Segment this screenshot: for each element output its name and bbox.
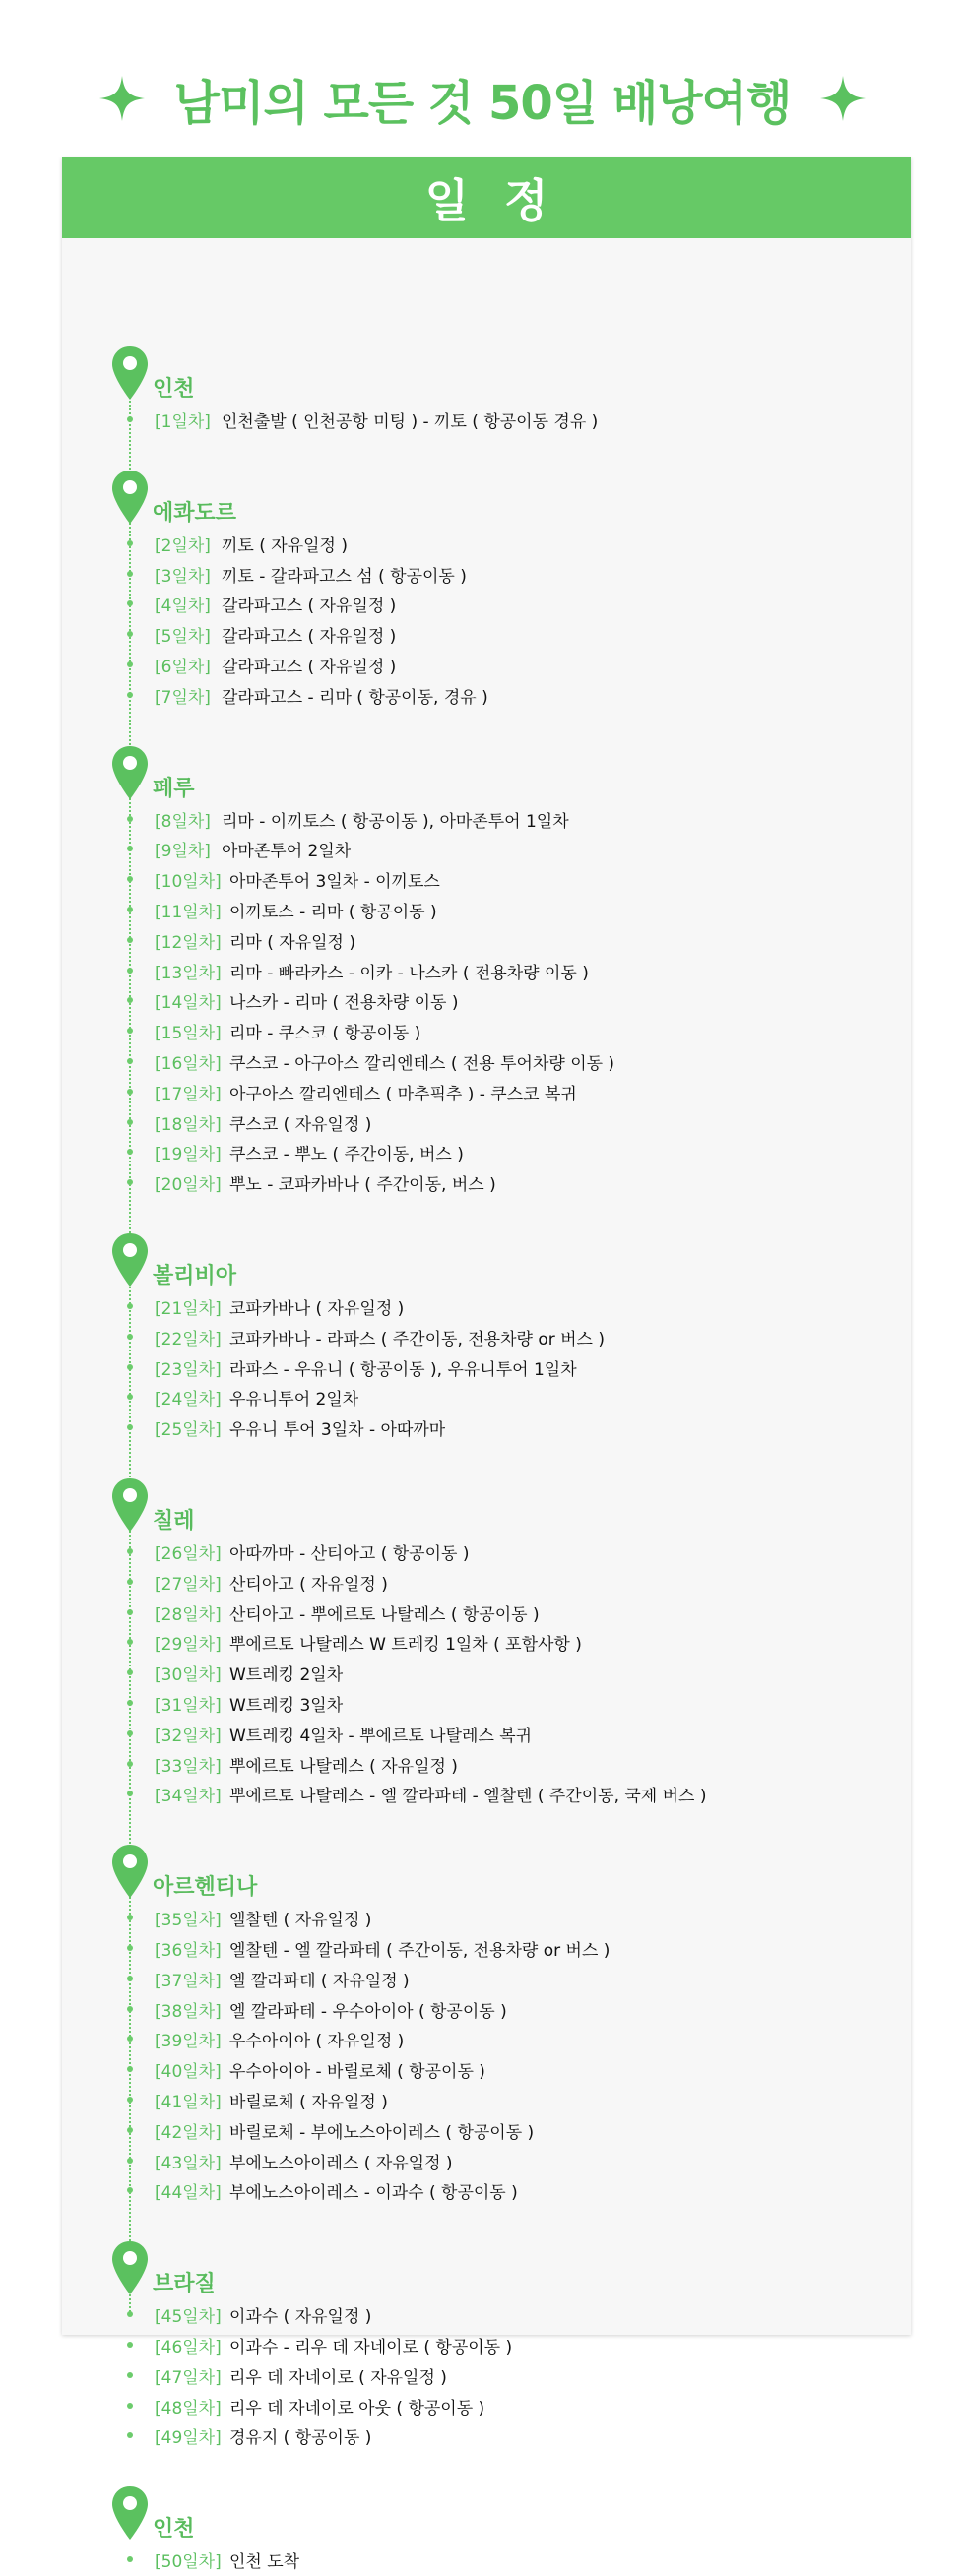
day-description: 뿌에르토 나탈레스 W 트레킹 1일차 ( 포함사항 ): [229, 1635, 582, 1656]
day-label: [43일차]: [155, 2153, 222, 2173]
day-label: [27일차]: [155, 1574, 222, 1595]
timeline-dot: [127, 1579, 133, 1585]
country-name: 볼리비아: [153, 1264, 237, 1288]
day-description: 엘 깔라파테 - 우수아이아 ( 항공이동 ): [229, 2001, 507, 2022]
sparkle-icon: [818, 74, 868, 123]
schedule-item: [62, 560, 911, 590]
timeline-dot: [127, 1791, 133, 1796]
day-description: 산티아고 - 뿌에르토 나탈레스 ( 항공이동 ): [229, 1604, 540, 1625]
map-pin-icon: [110, 469, 150, 526]
day-label: [13일차]: [155, 963, 222, 983]
day-description: 리마 - 빠라카스 - 이카 - 나스카 ( 전용차량 이동 ): [229, 963, 589, 983]
day-description: 바릴로체 ( 자유일정 ): [229, 2092, 388, 2112]
day-label: [1일차]: [155, 412, 211, 432]
day-label: [4일차]: [155, 597, 211, 617]
schedule-item: [62, 1383, 911, 1413]
day-description: 코파카바나 ( 자유일정 ): [229, 1299, 405, 1319]
day-description: 라파스 - 우유니 ( 항공이동 ), 우유니투어 1일차: [229, 1359, 577, 1380]
schedule-item: [62, 2392, 911, 2421]
country-name: 인천: [153, 2517, 195, 2543]
timeline-dot: [127, 1303, 133, 1309]
schedule-item: [62, 1414, 911, 1443]
day-description: 엘찰텐 ( 자유일정 ): [229, 1911, 372, 1931]
timeline-dot: [127, 1028, 133, 1034]
schedule-item: [62, 2176, 911, 2206]
day-label: [11일차]: [155, 902, 222, 922]
day-description: 부에노스아이레스 - 이과수 ( 항공이동 ): [229, 2183, 518, 2204]
schedule-item: [62, 681, 911, 711]
map-pin-icon: [110, 744, 150, 801]
schedule-item: [62, 1659, 911, 1688]
title-row: [0, 59, 965, 138]
timeline-dot: [127, 846, 133, 851]
day-description: 우유니투어 2일차: [229, 1390, 359, 1411]
day-label: [14일차]: [155, 993, 222, 1014]
day-description: 갈라파고스 ( 자유일정 ): [222, 597, 397, 617]
day-description: 뿌에르토 나탈레스 ( 자유일정 ): [229, 1756, 458, 1777]
day-description: W트레킹 3일차: [229, 1696, 344, 1716]
day-label: [18일차]: [155, 1114, 222, 1135]
section-5: [62, 1476, 911, 1810]
day-label: [6일차]: [155, 657, 211, 677]
timeline-dot: [127, 1394, 133, 1400]
timeline-dot: [127, 2311, 133, 2317]
schedule-item: [62, 805, 911, 835]
day-description: 코파카바나 - 라파스 ( 주간이동, 전용차량 or 버스 ): [229, 1329, 606, 1350]
day-label: [10일차]: [155, 872, 222, 893]
page-title: 남미의 모든 것 50일 배낭여행: [173, 75, 792, 131]
schedule-item: [62, 2055, 911, 2085]
schedule-item: [62, 1689, 911, 1719]
day-label: [28일차]: [155, 1604, 222, 1625]
schedule-item: [62, 1750, 911, 1780]
schedule-item: [62, 1904, 911, 1933]
timeline-dot: [127, 997, 133, 1003]
schedule-item: [62, 2421, 911, 2451]
schedule-item: [62, 1568, 911, 1598]
section-8: [62, 2484, 911, 2576]
day-label: [36일차]: [155, 1940, 222, 1961]
day-description: 부에노스아이레스 ( 자유일정 ): [229, 2153, 453, 2173]
country-name: 아르헨티나: [153, 1875, 258, 1901]
timeline-dot: [127, 1669, 133, 1675]
day-label: [9일차]: [155, 842, 211, 862]
schedule-item: [62, 1108, 911, 1138]
timeline-dot: [127, 1609, 133, 1615]
schedule-item: [62, 896, 911, 925]
day-label: [7일차]: [155, 687, 211, 708]
day-label: [8일차]: [155, 811, 211, 832]
timeline-dot: [127, 1179, 133, 1185]
sparkle-icon: [97, 74, 147, 123]
day-label: [17일차]: [155, 1084, 222, 1104]
country-name: 페루: [153, 776, 195, 801]
timeline-dot: [127, 1945, 133, 1951]
day-description: 엘찰텐 - 엘 깔라파테 ( 주간이동, 전용차량 or 버스 ): [229, 1940, 611, 1961]
schedule-item: [62, 865, 911, 895]
timeline-dot: [127, 1089, 133, 1095]
timeline-dot: [127, 600, 133, 606]
day-description: 리마 - 쿠스코 ( 항공이동 ): [229, 1024, 421, 1044]
day-description: 바릴로체 - 부에노스아이레스 ( 항공이동 ): [229, 2122, 535, 2143]
day-label: [38일차]: [155, 2001, 222, 2022]
day-label: [16일차]: [155, 1053, 222, 1074]
schedule-item: [62, 1138, 911, 1167]
timeline-dot: [127, 631, 133, 637]
timeline-dot: [127, 661, 133, 667]
schedule-item: [62, 651, 911, 680]
timeline: [62, 157, 911, 2573]
section-6: [62, 1843, 911, 2207]
timeline-dot: [127, 2127, 133, 2133]
schedule-item: [62, 1353, 911, 1383]
schedule-item: [62, 2086, 911, 2115]
schedule-card: [62, 157, 911, 2573]
schedule-item: [62, 2025, 911, 2054]
section-1: [62, 345, 911, 436]
timeline-dot: [127, 1915, 133, 1920]
schedule-item: [62, 1934, 911, 1964]
schedule-item: [62, 620, 911, 650]
day-description: 나스카 - 리마 ( 전용차량 이동 ): [229, 993, 459, 1014]
timeline-dot: [127, 1976, 133, 1981]
day-label: [32일차]: [155, 1726, 222, 1746]
timeline-dot: [127, 2097, 133, 2103]
country-name: 에콰도르: [153, 500, 237, 526]
day-label: [24일차]: [155, 1390, 222, 1411]
timeline-dot: [127, 571, 133, 577]
timeline-dot: [127, 2403, 133, 2409]
timeline-dot: [127, 2158, 133, 2164]
day-label: [39일차]: [155, 2032, 222, 2052]
timeline-dot: [127, 2372, 133, 2378]
day-label: [22일차]: [155, 1329, 222, 1350]
map-pin-icon: [110, 1231, 150, 1288]
schedule-item: [62, 2300, 911, 2330]
timeline-dot: [127, 2556, 133, 2562]
day-label: [35일차]: [155, 1911, 222, 1931]
schedule-item: [62, 926, 911, 956]
day-label: [50일차]: [155, 2552, 222, 2573]
day-description: 엘 깔라파테 ( 자유일정 ): [229, 1971, 410, 1991]
day-label: [46일차]: [155, 2337, 222, 2357]
day-description: 아마존투어 2일차: [222, 842, 352, 862]
schedule-item: [62, 2147, 911, 2176]
timeline-dot: [127, 1364, 133, 1370]
section-4: [62, 1231, 911, 1444]
schedule-item: [62, 1965, 911, 1994]
day-description: 리우 데 자네이로 아웃 ( 항공이동 ): [229, 2398, 485, 2419]
day-label: [42일차]: [155, 2122, 222, 2143]
day-description: 아따까마 - 산티아고 ( 항공이동 ): [229, 1544, 470, 1564]
timeline-dot: [127, 1548, 133, 1554]
timeline-dot: [127, 2006, 133, 2012]
day-description: 인천 도착: [229, 2552, 300, 2573]
day-description: 끼토 - 갈라파고스 섬 ( 항공이동 ): [222, 566, 467, 587]
map-pin-icon: [110, 2239, 150, 2296]
schedule-item: [62, 1780, 911, 1809]
section-2: [62, 469, 911, 712]
day-description: 뿌노 - 코파카바나 ( 주간이동, 버스 ): [229, 1175, 496, 1196]
day-description: W트레킹 4일차 - 뿌에르토 나탈레스 복귀: [229, 1726, 533, 1746]
day-description: W트레킹 2일차: [229, 1665, 344, 1686]
day-description: 인천출발 ( 인천공항 미팅 ) - 끼토 ( 항공이동 경유 ): [222, 412, 599, 432]
day-label: [30일차]: [155, 1665, 222, 1686]
schedule-item: [62, 1538, 911, 1567]
day-description: 갈라파고스 ( 자유일정 ): [222, 627, 397, 648]
day-label: [25일차]: [155, 1420, 222, 1441]
day-label: [33일차]: [155, 1756, 222, 1777]
country-name: 칠레: [153, 1509, 195, 1534]
day-label: [5일차]: [155, 627, 211, 648]
timeline-dot: [127, 1424, 133, 1430]
schedule-item: [62, 590, 911, 619]
timeline-dot: [127, 1334, 133, 1340]
timeline-dot: [127, 876, 133, 882]
day-description: 리우 데 자네이로 ( 자유일정 ): [229, 2367, 447, 2388]
timeline-dot: [127, 2187, 133, 2193]
timeline-dot: [127, 907, 133, 912]
timeline-dot: [127, 1058, 133, 1064]
day-label: [3일차]: [155, 566, 211, 587]
schedule-item: [62, 1323, 911, 1352]
day-label: [12일차]: [155, 932, 222, 953]
section-7: [62, 2239, 911, 2452]
day-label: [26일차]: [155, 1544, 222, 1564]
timeline-dot: [127, 816, 133, 822]
day-label: [15일차]: [155, 1024, 222, 1044]
day-label: [2일차]: [155, 535, 211, 556]
schedule-item: [62, 1628, 911, 1658]
day-description: 이과수 ( 자유일정 ): [229, 2307, 372, 2328]
timeline-dot: [127, 2066, 133, 2072]
day-description: 쿠스코 ( 자유일정 ): [229, 1114, 372, 1135]
schedule-item: [62, 1292, 911, 1322]
day-description: 쿠스코 - 아구아스 깔리엔테스 ( 전용 투어차량 이동 ): [229, 1053, 615, 1074]
day-label: [31일차]: [155, 1696, 222, 1716]
timeline-dot: [127, 416, 133, 422]
day-label: [40일차]: [155, 2062, 222, 2083]
day-label: [45일차]: [155, 2307, 222, 2328]
timeline-dot: [127, 1639, 133, 1645]
country-name: 브라질: [153, 2272, 216, 2297]
day-description: 리마 - 이끼토스 ( 항공이동 ), 아마존투어 1일차: [222, 811, 569, 832]
map-pin-icon: [110, 1843, 150, 1900]
day-label: [47일차]: [155, 2367, 222, 2388]
day-description: 리마 ( 자유일정 ): [229, 932, 356, 953]
timeline-dot: [127, 1761, 133, 1767]
day-description: 끼토 ( 자유일정 ): [222, 535, 349, 556]
day-description: 갈라파고스 - 리마 ( 항공이동, 경유 ): [222, 687, 488, 708]
day-description: 산티아고 ( 자유일정 ): [229, 1574, 388, 1595]
day-label: [21일차]: [155, 1299, 222, 1319]
map-pin-icon: [110, 1476, 150, 1534]
day-label: [48일차]: [155, 2398, 222, 2419]
timeline-dot: [127, 540, 133, 546]
country-name: 인천: [153, 377, 195, 402]
timeline-dot: [127, 692, 133, 698]
day-label: [44일차]: [155, 2183, 222, 2204]
schedule-item: [62, 1017, 911, 1046]
schedule-item: [62, 957, 911, 986]
timeline-dot: [127, 2432, 133, 2438]
schedule-item: [62, 1168, 911, 1198]
day-label: [20일차]: [155, 1175, 222, 1196]
schedule-item: [62, 2361, 911, 2391]
day-description: 쿠스코 - 뿌노 ( 주간이동, 버스 ): [229, 1145, 464, 1165]
timeline-dot: [127, 1119, 133, 1125]
section-3: [62, 744, 911, 1199]
day-label: [29일차]: [155, 1635, 222, 1656]
day-description: 우유니 투어 3일차 - 아따까마: [229, 1420, 446, 1441]
schedule-item: [62, 1078, 911, 1107]
map-pin-icon: [110, 2484, 150, 2542]
day-description: 이과수 - 리우 데 자네이로 ( 항공이동 ): [229, 2337, 513, 2357]
schedule-item: [62, 835, 911, 864]
timeline-dot: [127, 1730, 133, 1736]
schedule-header-label: 일정: [424, 174, 584, 227]
schedule-item: [62, 1599, 911, 1628]
timeline-dot: [127, 1149, 133, 1155]
timeline-dot: [127, 2036, 133, 2042]
day-description: 우수아이아 ( 자유일정 ): [229, 2032, 405, 2052]
timeline-dot: [127, 968, 133, 974]
schedule-item: [62, 1995, 911, 2025]
schedule-item: [62, 2116, 911, 2146]
day-description: 경유지 ( 항공이동 ): [229, 2428, 372, 2449]
schedule-item: [62, 2331, 911, 2360]
schedule-item: [62, 2545, 911, 2575]
timeline-dot: [127, 2342, 133, 2348]
schedule-item: [62, 406, 911, 435]
schedule-item: [62, 986, 911, 1016]
schedule-item: [62, 530, 911, 559]
day-description: 이끼토스 - 리마 ( 항공이동 ): [229, 902, 437, 922]
day-label: [41일차]: [155, 2092, 222, 2112]
timeline-dot: [127, 1700, 133, 1706]
day-label: [34일차]: [155, 1787, 222, 1807]
timeline-dot: [127, 937, 133, 943]
day-description: 뿌에르토 나탈레스 - 엘 깔라파테 - 엘찰텐 ( 주간이동, 국제 버스 ): [229, 1787, 707, 1807]
day-description: 우수아이아 - 바릴로체 ( 항공이동 ): [229, 2062, 485, 2083]
day-description: 아마존투어 3일차 - 이끼토스: [229, 872, 440, 893]
day-description: 아구아스 깔리엔테스 ( 마추픽추 ) - 쿠스코 복귀: [229, 1084, 577, 1104]
schedule-item: [62, 1720, 911, 1749]
map-pin-icon: [110, 345, 150, 402]
day-label: [49일차]: [155, 2428, 222, 2449]
day-label: [23일차]: [155, 1359, 222, 1380]
day-label: [37일차]: [155, 1971, 222, 1991]
day-label: [19일차]: [155, 1145, 222, 1165]
schedule-item: [62, 1047, 911, 1077]
day-description: 갈라파고스 ( 자유일정 ): [222, 657, 397, 677]
